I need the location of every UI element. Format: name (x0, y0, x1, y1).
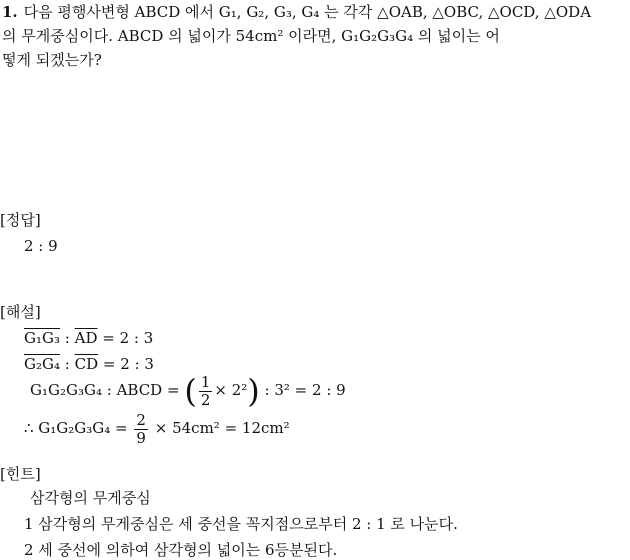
answer-value: 2 : 9 (24, 237, 58, 255)
times-two-squared: × 2² (214, 381, 248, 399)
fraction-numerator: 2 (136, 410, 146, 429)
fraction-denominator: 9 (136, 428, 146, 447)
hint-item-2: 2 세 중선에 의하여 삼각형의 넓이는 6등분된다. (24, 541, 338, 559)
ratio-2: = 2 : 3 (102, 355, 154, 373)
area-ratio-right: : 3² = 2 : 9 (264, 381, 346, 399)
fraction-numerator: 1 (200, 372, 211, 391)
problem-text-1: 다음 평행사변형 ABCD 에서 G₁, G₂, G₃, G₄ 는 각각 △OAB, △OBC, △OCD, △ODA (23, 3, 592, 21)
fraction-one-half (199, 374, 213, 409)
hint-header: [힌트] (0, 465, 41, 483)
area-ratio-left: G₁G₂G₃G₄ : ABCD = (30, 381, 180, 399)
conclusion-left: ∴ G₁G₂G₃G₄ = (24, 419, 128, 437)
problem-line-3: 떻게 되겠는가? (2, 51, 102, 69)
right-paren: ) (247, 372, 260, 410)
hint-title: 삼각형의 무게중심 (30, 489, 151, 507)
explanation-header: [해설] (0, 303, 41, 321)
problem-number: 1. (2, 3, 18, 21)
explanation-line-4 (24, 408, 290, 448)
explanation-line-1 (24, 328, 153, 348)
segment-ad: $\overline{AD}$ (74, 329, 98, 347)
answer-header: [정답] (0, 211, 41, 229)
explanation-line-3 (30, 370, 346, 411)
problem-line-2: 의 무게중심이다. ABCD 의 넓이가 54cm² 이라면, G₁G₂G₃G₄ 의 넓이는 어 (2, 27, 500, 45)
segment-cd: $\overline{CD}$ (74, 355, 99, 373)
hint-item-1: 1 삼각형의 무게중심은 세 중선을 꼭지점으로부터 2 : 1 로 나눈다. (24, 515, 458, 533)
segment-g1g3: G₁G₃ (24, 329, 60, 347)
colon: : (64, 329, 70, 347)
colon: : (64, 355, 70, 373)
problem-line-1 (2, 2, 591, 22)
segment-g2g4: G₂G₄ (24, 355, 60, 373)
left-paren: ( (184, 372, 197, 410)
conclusion-right: × 54cm² = 12cm² (154, 419, 290, 437)
ratio-1: = 2 : 3 (102, 329, 154, 347)
fraction-two-ninths (134, 412, 148, 447)
fraction-denominator: 2 (200, 390, 211, 409)
